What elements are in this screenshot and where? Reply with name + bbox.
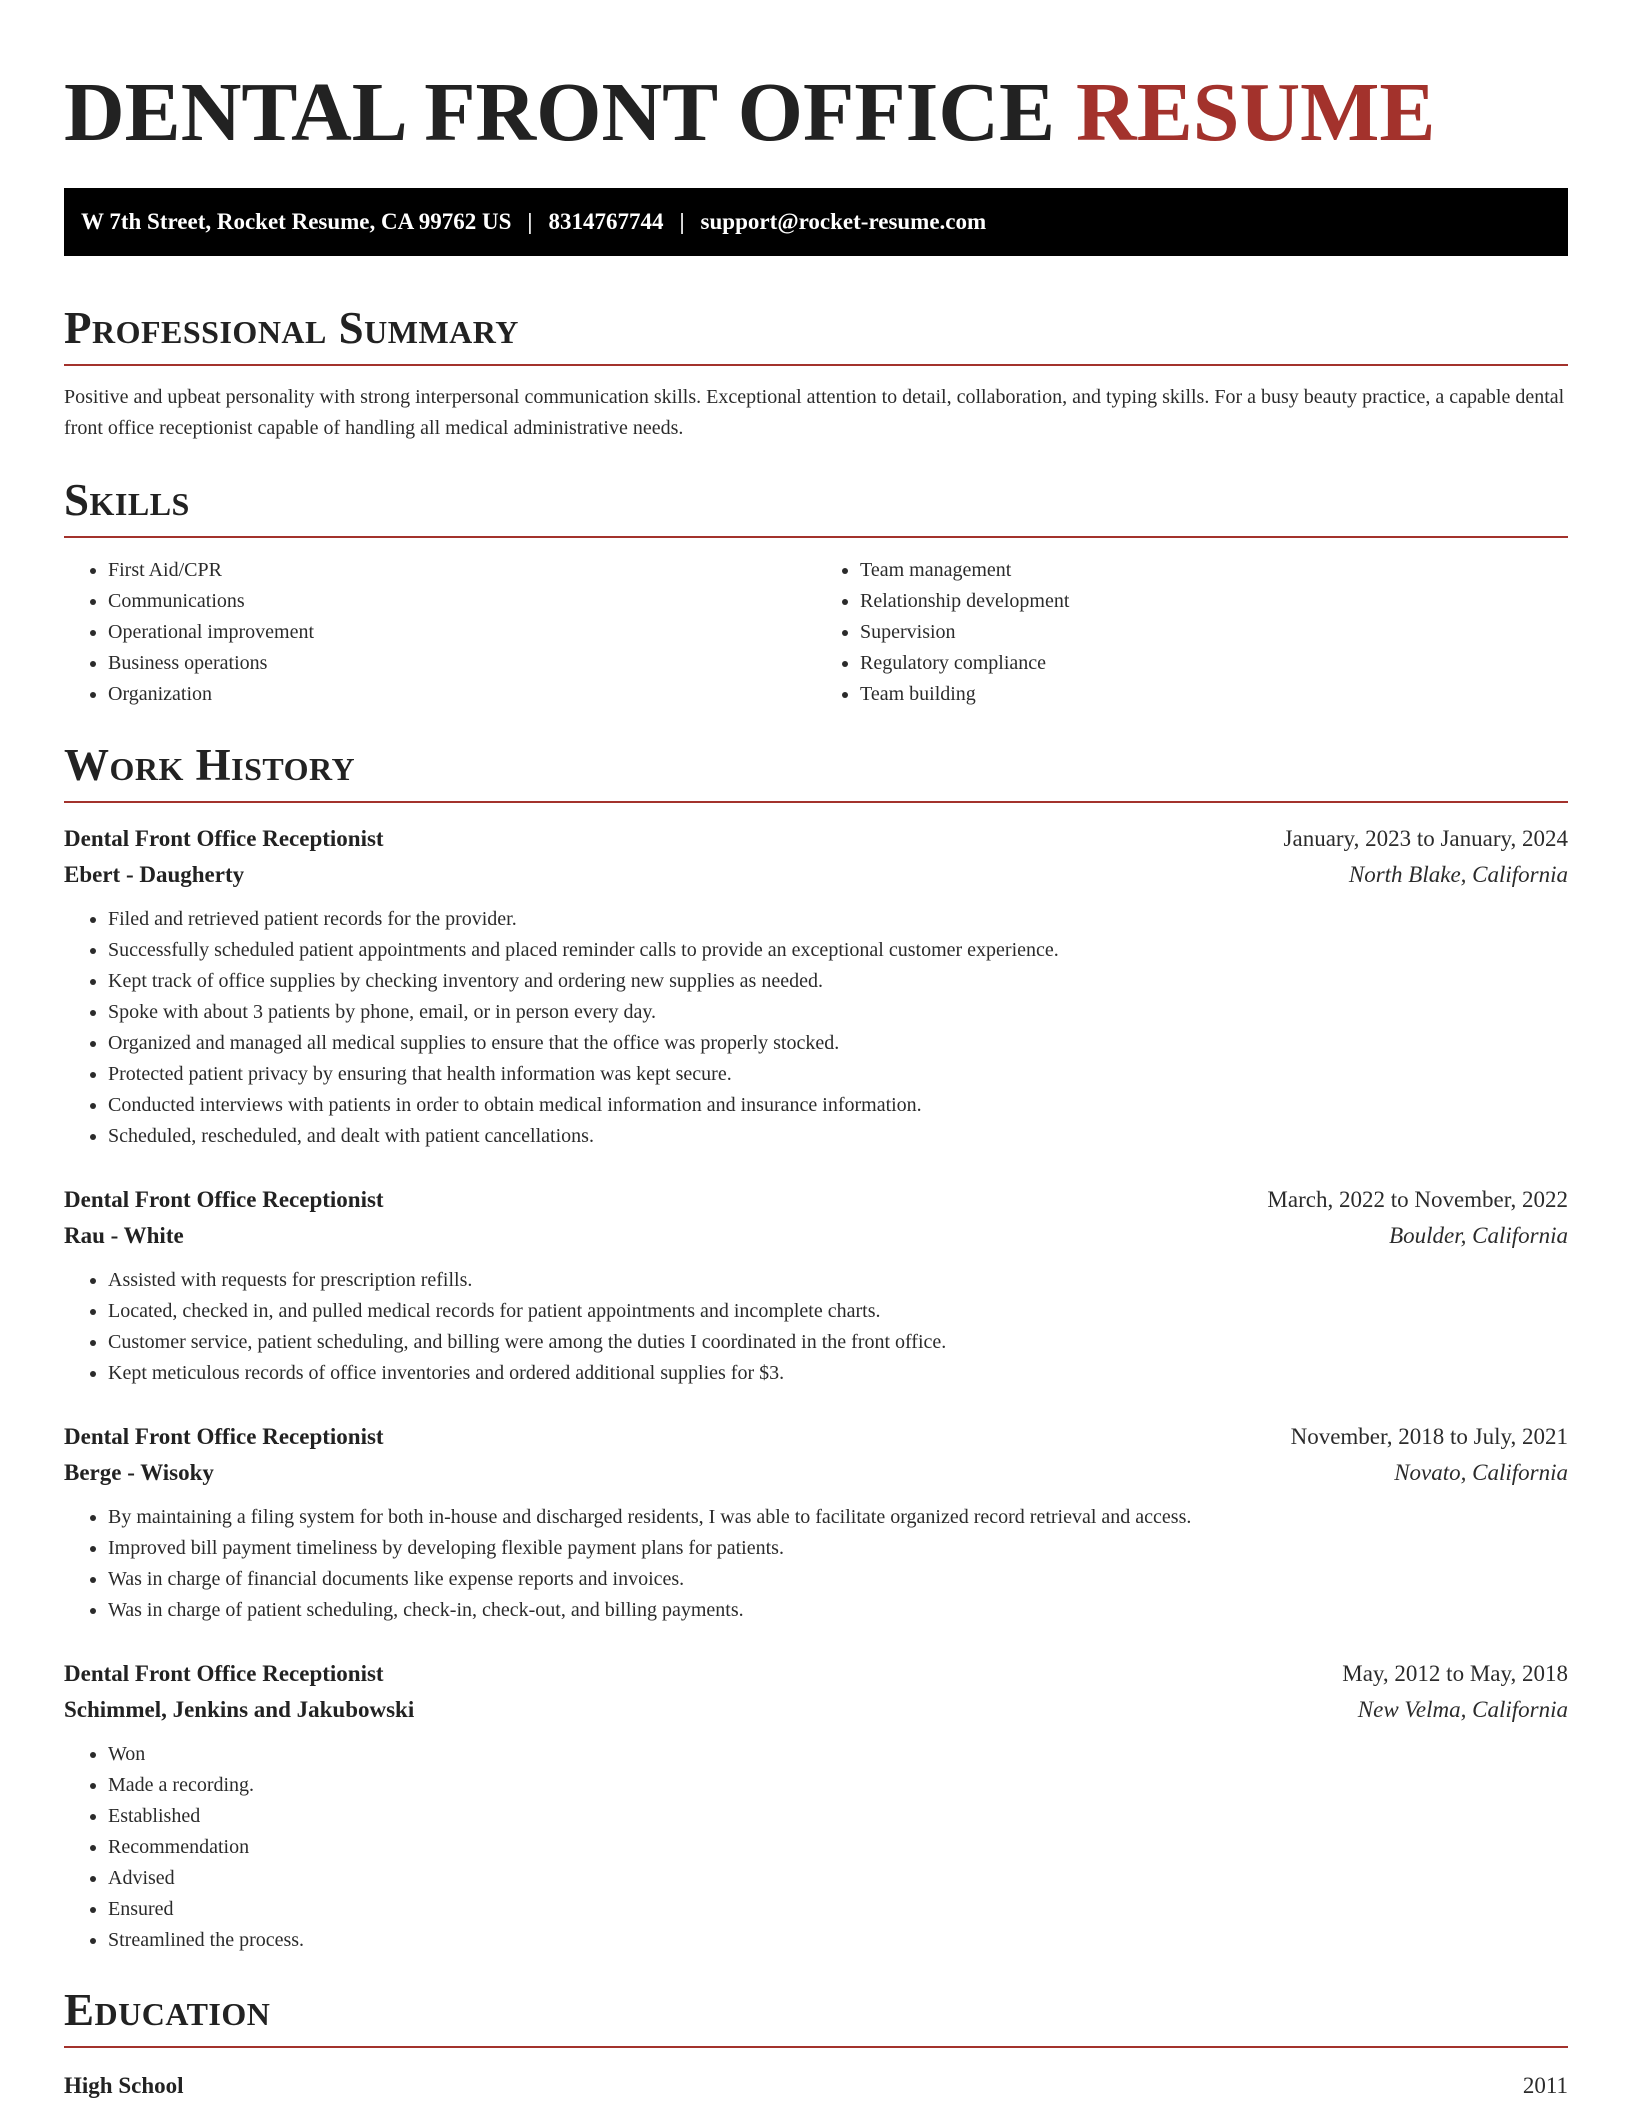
job-bullet: • Made a recording. — [108, 1770, 1568, 1801]
job-location: Boulder, California — [1389, 1223, 1568, 1248]
contact-address: W 7th Street, Rocket Resume, CA 99762 US — [81, 209, 512, 234]
job-bullets — [64, 1265, 1568, 1389]
job-company: Rau - White — [64, 1223, 184, 1248]
job-location: North Blake, California — [1348, 862, 1568, 887]
section-divider — [64, 801, 1568, 803]
job-title: Dental Front Office Receptionist — [64, 826, 384, 851]
job-bullet: • Ensured — [108, 1894, 1568, 1925]
education-entry — [64, 2068, 1568, 2104]
contact-separator: | — [527, 209, 533, 234]
skill-item: • Business operations — [108, 648, 816, 679]
resume-title — [64, 58, 1568, 168]
job-location: New Velma, California — [1357, 1697, 1568, 1722]
section-divider — [64, 364, 1568, 366]
title-accent: RESUME — [1076, 66, 1436, 159]
education-section — [64, 1984, 1568, 2104]
job-bullet: • Streamlined the process. — [108, 1925, 1568, 1956]
contact-separator: | — [679, 209, 685, 234]
job-bullet: • Established — [108, 1801, 1568, 1832]
skills-section — [64, 474, 1568, 710]
skills-list-right — [816, 555, 1568, 710]
job-entry — [64, 1419, 1568, 1626]
section-divider — [64, 536, 1568, 538]
job-dates: May, 2012 to May, 2018 — [1342, 1661, 1568, 1686]
skill-item: • First Aid/CPR — [108, 555, 816, 586]
job-header-row — [64, 821, 1568, 857]
job-bullets — [64, 904, 1568, 1152]
job-title: Dental Front Office Receptionist — [64, 1187, 384, 1212]
job-company: Berge - Wisoky — [64, 1460, 214, 1485]
job-bullet: • Scheduled, rescheduled, and dealt with patient cancellations. — [108, 1121, 1568, 1152]
job-bullet: • Spoke with about 3 patients by phone, email, or in person every day. — [108, 997, 1568, 1028]
education-degree: High School — [64, 2073, 184, 2098]
contact-email[interactable]: support@rocket-resume.com — [700, 209, 987, 234]
summary-text: Positive and upbeat personality with strong interpersonal communication skills. Exceptional attention to detail, collaboration, and typing skills. For a busy beauty practice, a capable dental front office receptionist capable of handling all medical administrative needs. — [64, 386, 1565, 439]
job-company-row — [64, 857, 1568, 893]
job-bullet: • Kept track of office supplies by checking inventory and ordering new supplies as needed. — [108, 966, 1568, 997]
job-bullet: • Won — [108, 1739, 1568, 1770]
skill-item: • Team management — [860, 555, 1568, 586]
job-dates: January, 2023 to January, 2024 — [1283, 826, 1568, 851]
job-dates: March, 2022 to November, 2022 — [1267, 1187, 1568, 1212]
job-list — [64, 821, 1568, 1956]
job-company-row — [64, 1218, 1568, 1254]
education-year: 2011 — [1522, 2073, 1568, 2098]
summary-section — [64, 302, 1568, 444]
job-bullet: • Was in charge of patient scheduling, check-in, check-out, and billing payments. — [108, 1595, 1568, 1626]
skill-item: • Relationship development — [860, 586, 1568, 617]
work-history-section — [64, 739, 1568, 1956]
job-bullet: • Was in charge of financial documents like expense reports and invoices. — [108, 1564, 1568, 1595]
job-bullet: • Conducted interviews with patients in order to obtain medical information and insurance information. — [108, 1090, 1568, 1121]
job-title: Dental Front Office Receptionist — [64, 1424, 384, 1449]
job-bullet: • By maintaining a filing system for both in-house and discharged residents, I was able to facilitate organized record retrieval and access. — [108, 1502, 1568, 1533]
contact-phone: 8314767744 — [548, 209, 664, 234]
job-bullet: • Customer service, patient scheduling, and billing were among the duties I coordinated in the front office. — [108, 1327, 1568, 1358]
section-heading: Professional Summary — [64, 303, 519, 353]
job-bullet: • Filed and retrieved patient records for the provider. — [108, 904, 1568, 935]
job-company: Ebert - Daugherty — [64, 862, 245, 887]
job-company-row — [64, 1692, 1568, 1728]
job-header-row — [64, 1419, 1568, 1455]
skill-item: • Organization — [108, 679, 816, 710]
job-header-row — [64, 1656, 1568, 1692]
section-divider — [64, 2046, 1568, 2048]
job-bullets — [64, 1739, 1568, 1956]
job-entry — [64, 821, 1568, 1152]
skill-item: • Supervision — [860, 617, 1568, 648]
job-entry — [64, 1656, 1568, 1956]
job-location: Novato, California — [1394, 1460, 1568, 1485]
section-heading: Skills — [64, 475, 190, 525]
skill-item: • Communications — [108, 586, 816, 617]
job-bullet: • Successfully scheduled patient appointments and placed reminder calls to provide an exceptional customer experience. — [108, 935, 1568, 966]
job-company: Schimmel, Jenkins and Jakubowski — [64, 1697, 415, 1722]
skills-list-left — [64, 555, 816, 710]
job-company-row — [64, 1455, 1568, 1491]
job-bullet: • Located, checked in, and pulled medical records for patient appointments and incomplete charts. — [108, 1296, 1568, 1327]
title-main: DENTAL FRONT OFFICE — [64, 66, 1056, 159]
job-entry — [64, 1182, 1568, 1389]
job-bullet: • Kept meticulous records of office inventories and ordered additional supplies for $3. — [108, 1358, 1568, 1389]
section-heading: Work History — [64, 740, 356, 790]
skill-item: • Operational improvement — [108, 617, 816, 648]
job-bullets — [64, 1502, 1568, 1626]
job-title: Dental Front Office Receptionist — [64, 1661, 384, 1686]
skill-item: • Regulatory compliance — [860, 648, 1568, 679]
job-header-row — [64, 1182, 1568, 1218]
job-dates: November, 2018 to July, 2021 — [1290, 1424, 1568, 1449]
skill-item: • Team building — [860, 679, 1568, 710]
job-bullet: • Protected patient privacy by ensuring that health information was kept secure. — [108, 1059, 1568, 1090]
contact-bar — [64, 188, 1568, 256]
job-bullet: • Recommendation — [108, 1832, 1568, 1863]
job-bullet: • Organized and managed all medical supplies to ensure that the office was properly stocked. — [108, 1028, 1568, 1059]
job-bullet: • Improved bill payment timeliness by developing flexible payment plans for patients. — [108, 1533, 1568, 1564]
job-bullet: • Advised — [108, 1863, 1568, 1894]
job-bullet: • Assisted with requests for prescription refills. — [108, 1265, 1568, 1296]
skills-columns — [64, 555, 1568, 710]
section-heading: Education — [64, 1985, 271, 2035]
education-list — [64, 2068, 1568, 2104]
